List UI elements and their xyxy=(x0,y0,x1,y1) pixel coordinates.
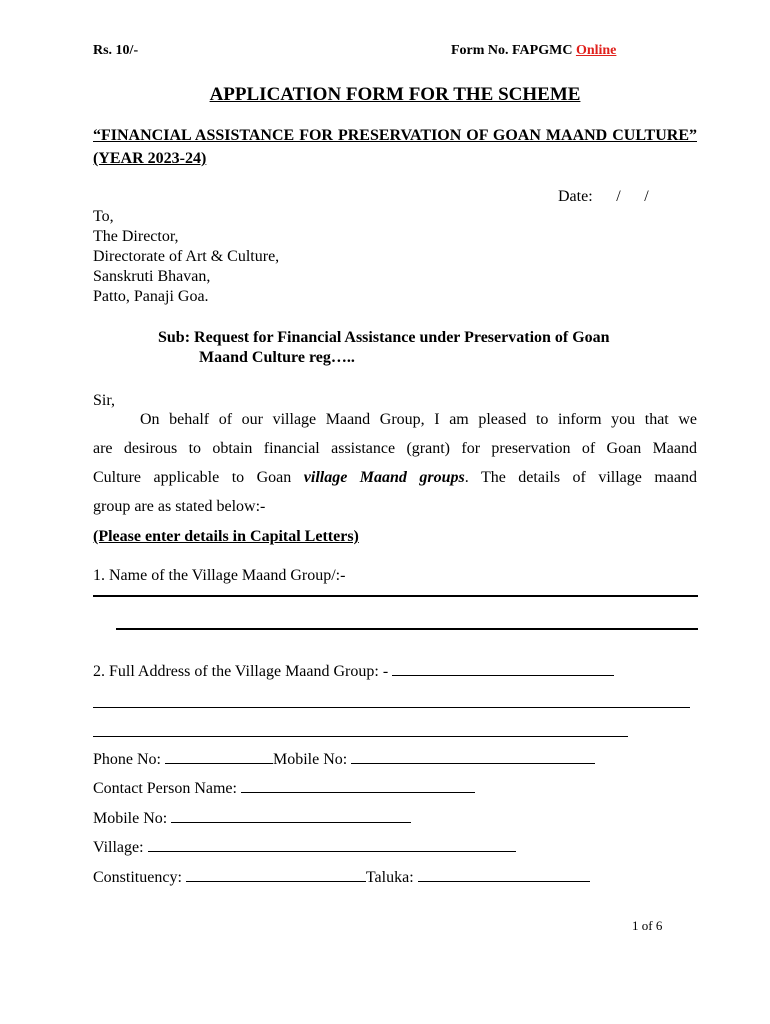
address-line: Patto, Panaji Goa. xyxy=(93,288,209,305)
form-number-online: Online xyxy=(575,43,617,58)
body-line xyxy=(93,469,697,487)
constituency-blank[interactable] xyxy=(186,867,366,882)
address-line: Directorate of Art & Culture, xyxy=(93,248,280,265)
date-field xyxy=(558,188,649,206)
body-text: Culture applicable to Goan xyxy=(93,469,304,486)
form-number xyxy=(451,43,616,59)
price-label: Rs. 10/- xyxy=(93,43,139,58)
form-title: APPLICATION FORM FOR THE SCHEME xyxy=(209,84,581,105)
full-address-blank[interactable] xyxy=(392,661,614,676)
phone-label: Phone No: xyxy=(93,751,161,768)
constituency-label: Constituency: xyxy=(93,869,182,886)
address-to: To, xyxy=(93,208,114,225)
subject-line: Sub: Request for Financial Assistance under Preservation of Goan xyxy=(158,329,610,346)
constituency-taluka-row xyxy=(93,867,590,887)
body-text: . The details of village maand xyxy=(464,469,698,486)
body-line: On behalf of our village Maand Group, I am pleased to inform you that we xyxy=(140,411,697,428)
full-address-blank-line-3[interactable] xyxy=(93,722,628,737)
full-address-blank-line-2[interactable] xyxy=(93,693,690,708)
phone-blank[interactable] xyxy=(165,749,273,764)
form-number-prefix: Form No. FAPGMC xyxy=(451,43,576,58)
taluka-blank[interactable] xyxy=(418,867,590,882)
full-address-field xyxy=(93,661,614,681)
mobile-blank[interactable] xyxy=(171,808,411,823)
taluka-label: Taluka: xyxy=(365,869,414,886)
mobile-inline-label: Mobile No: xyxy=(273,751,348,768)
body-emphasis: village Maand groups xyxy=(303,469,465,486)
mobile-inline-blank[interactable] xyxy=(351,749,595,764)
date-separator: / xyxy=(616,188,621,205)
full-address-label: 2. Full Address of the Village Maand Group: - xyxy=(93,663,389,680)
mobile-label: Mobile No: xyxy=(93,810,168,827)
scheme-name: “FINANCIAL ASSISTANCE FOR PRESERVATION OF GOAN MAAND CULTURE” (YEAR 2023-24) xyxy=(93,127,697,167)
page-number: 1 of 6 xyxy=(632,918,663,933)
body-line: are desirous to obtain financial assistance (grant) for preservation of Goan Maand xyxy=(93,440,697,457)
mobile-row xyxy=(93,808,411,828)
address-line: Sanskruti Bhavan, xyxy=(93,268,211,285)
contact-person-row xyxy=(93,778,475,798)
village-label: Village: xyxy=(93,839,144,856)
salutation: Sir, xyxy=(93,392,116,409)
subject-line: Maand Culture reg….. xyxy=(199,349,355,366)
phone-mobile-row xyxy=(93,749,595,769)
contact-person-label: Contact Person Name: xyxy=(93,780,237,797)
body-line: group are as stated below:- xyxy=(93,498,266,515)
date-label: Date: xyxy=(558,188,593,205)
instruction: (Please enter details in Capital Letters) xyxy=(93,528,359,545)
village-row xyxy=(93,837,516,857)
subject xyxy=(158,328,698,368)
group-name-line-1[interactable] xyxy=(93,595,698,597)
date-separator: / xyxy=(644,188,649,205)
village-blank[interactable] xyxy=(148,837,516,852)
contact-person-blank[interactable] xyxy=(241,778,475,793)
address-line: The Director, xyxy=(93,228,179,245)
group-name-label: 1. Name of the Village Maand Group/:- xyxy=(93,567,346,584)
group-name-line-2[interactable] xyxy=(116,628,698,630)
